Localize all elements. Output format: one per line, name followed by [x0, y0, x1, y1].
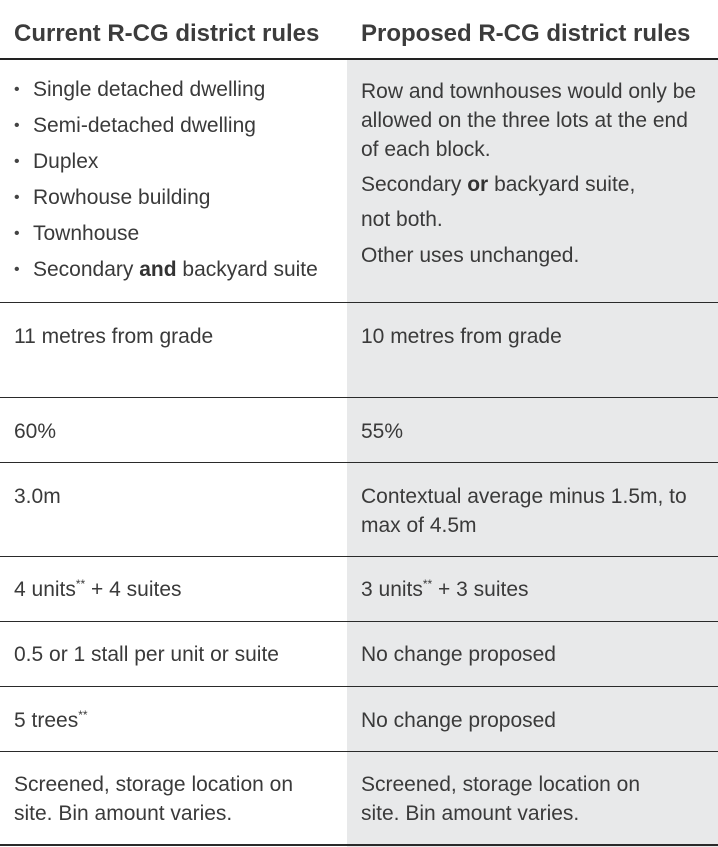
table-header [0, 0, 718, 58]
table-row-density [0, 557, 718, 621]
footnote-marker: ** [78, 708, 88, 722]
list-item: • Townhouse [14, 216, 339, 252]
suite-text-pre: Secondary [33, 258, 140, 281]
table-row-setback [0, 463, 718, 556]
suite-text-bold: or [467, 173, 489, 196]
footnote-marker: ** [75, 577, 86, 591]
table-bottom-rule [0, 844, 718, 846]
proposed-parking: No change proposed [361, 643, 556, 666]
current-suites: + 4 suites [85, 578, 182, 601]
suite-text-bold: and [139, 258, 177, 281]
proposed-height: 10 metres from grade [361, 325, 562, 348]
table-row-uses [0, 60, 718, 303]
table-row-coverage [0, 398, 718, 462]
table-row-parking [0, 622, 718, 686]
proposed-suites: + 3 suites [432, 578, 529, 601]
current-trees-count: 5 trees [14, 709, 79, 732]
current-density [14, 575, 339, 607]
suite-text-post: backyard suite, [488, 173, 636, 196]
proposed-setback: Contextual average minus 1.5m, to max of 4.5m [361, 485, 687, 537]
current-setback: 3.0m [14, 485, 61, 508]
current-height: 11 metres from grade [14, 325, 214, 348]
suite-text-pre: Secondary [361, 173, 468, 196]
current-parking: 0.5 or 1 stall per unit or suite [14, 643, 279, 666]
table-row-height [0, 303, 718, 397]
proposed-density [361, 575, 706, 607]
proposed-other-uses: Other uses unchanged. [361, 244, 580, 267]
proposed-trees: No change proposed [361, 709, 556, 732]
header-proposed: Proposed R-CG district rules [361, 20, 691, 47]
current-waste: Screened, storage location on site. Bin amount varies. [14, 773, 294, 825]
table-row-trees [0, 687, 718, 751]
list-item-suite [14, 252, 339, 288]
proposed-uses-cell [361, 77, 706, 270]
proposed-waste: Screened, storage location on site. Bin amount varies. [361, 773, 641, 825]
current-coverage: 60% [14, 420, 57, 443]
footnote-marker: ** [422, 577, 433, 591]
table-row-waste [0, 752, 718, 844]
list-item: • Duplex [14, 144, 339, 180]
proposed-uses-text: Row and townhouses would only be allowed on the three lots at the end of each block. [361, 80, 697, 161]
list-item: • Rowhouse building [14, 180, 339, 216]
suite-text-post: backyard suite [176, 258, 318, 281]
current-trees [14, 706, 339, 738]
current-uses-list [14, 72, 339, 288]
current-uses-cell [14, 72, 339, 288]
proposed-units: 3 units [361, 578, 423, 601]
current-units: 4 units [14, 578, 76, 601]
header-current: Current R-CG district rules [14, 20, 320, 47]
list-item: • Semi-detached dwelling [14, 108, 339, 144]
proposed-coverage: 55% [361, 420, 404, 443]
proposed-suite-line2: not both. [361, 208, 443, 231]
list-item: • Single detached dwelling [14, 72, 339, 108]
proposed-suite-text [361, 170, 706, 199]
